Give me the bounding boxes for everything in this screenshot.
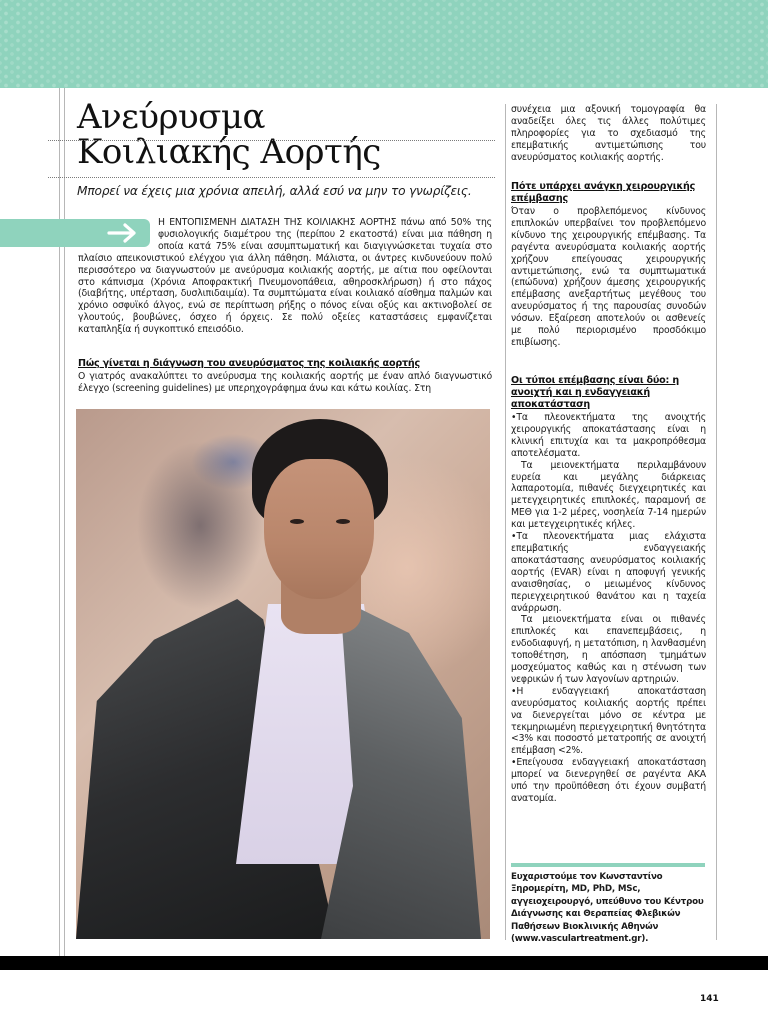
types-paragraph-2: Τα μειονεκτήματα περιλαμβάνουν ευρεία και μεγάλης διάρκειας λαπαροτομία, πιθανές διεγχειρητικές και μετεγχειρητικές επιπλοκές, παραμονή σε ΜΕΘ για 1-2 μέρες, νοσηλεία 7-14 ημερών και μετεγχειρητικές κήλες. (511, 459, 706, 531)
diagnosis-paragraph: Ο γιατρός ανακαλύπτει το ανεύρυσμα της κοιλιακής αορτής με έναν απλό διαγνωστικό έλεγχο (screening guidelines) με υπερηχογράφημα άνω και κάτω κοιλίας. Στη (78, 371, 492, 394)
page-number: 141 (700, 994, 719, 1004)
diagnosis-heading: Πώς γίνεται η διάγνωση του ανευρύσματος της κοιλιακής αορτής (78, 358, 421, 369)
surgery-types-heading: Οι τύποι επέμβασης είναι δύο: η ανοιχτή και η ενδαγγειακή αποκατάσταση (511, 375, 679, 410)
credit-accent-rule (511, 863, 705, 867)
article-title-line-2: Κοιλιακής Αορτής (77, 132, 381, 172)
article-title-line-1: Ανεύρυσμα (77, 97, 265, 137)
surgery-paragraph: Όταν ο προβλεπόμενος κίνδυνος επιπλοκών υπερβαίνει τον προβλεπόμενο κίνδυνο της χειρουργικής επέμβασης. Τα ραγέντα ανευρύσματα κοιλιακής αορτής χρήζουν επείγουσας χειρουργικής αντιμετώπισης, ενώ τα συμπτωματικά (επώδυνα) χρήζουν άμεσης χειρουργικής επέμβασης ανεξαρτήτως μεγέθους του ανευρύσματος ή της παρουσίας συνοδών νόσων. Εξαίρεση αποτελούν οι ασθενείς με πολύ περιορισμένο προσδόκιμο επιβίωσης. (511, 206, 706, 348)
types-paragraph-1: •Τα πλεονεκτήματα της ανοιχτής χειρουργικής αποκατάστασης είναι η κλινική επιτυχία και τα μακροπρόθεσμα αποτελέσματα. (511, 412, 706, 459)
types-paragraph-6: •Επείγουσα ενδαγγειακή αποκατάσταση μπορεί να διενεργηθεί σε ραγέντα ΑΚΑ υπό την προϋπόθεση ότι έχουν συμβατή ανατομία. (511, 757, 706, 804)
types-paragraph-4: Τα μειονεκτήματα είναι οι πιθανές επιπλοκές και επανεπεμβάσεις, η ενδοδιαφυγή, η μετατόπιση, η λανθασμένη τοποθέτηση, η απόσπαση τμημάτων μοσχεύματος καθώς και η στένωση των νεφρικών ή των λαγονίων αρτηριών. (511, 614, 706, 685)
intro-lead: Η ΕΝΤΟΠΙΣΜΕΝΗ ΔΙΑΤΑΣΗ ΤΗΣ ΚΟΙΛΙΑΚΗΣ ΑΟΡΤΗΣ (158, 217, 397, 228)
footer-band (0, 956, 768, 970)
right-column-continuation: συνέχεια μια αξονική τομογραφία θα αναδείξει όλες τις άλλες πολύτιμες πληροφορίες για το σχεδιασμό της επεμβατικής αντιμετώπισης του ανευρύσματος κοιλιακής αορτής. (511, 104, 706, 163)
decorative-header-band (0, 0, 768, 88)
surgery-types-list (511, 412, 706, 805)
title-dotted-rule-1 (48, 140, 495, 141)
article-subtitle: Μπορεί να έχεις μια χρόνια απειλή, αλλά εσύ να μην το γνωρίζεις. (77, 184, 472, 198)
title-dotted-rule-2 (48, 177, 495, 178)
doctor-portrait-photo (76, 409, 490, 939)
types-paragraph-3: •Τα πλεονεκτήματα μιας ελάχιστα επεμβατικής ενδαγγειακής αποκατάστασης ανευρύσματος κοιλιακής αορτής (EVAR) είναι η αποφυγή γενικής αναισθησίας, ο μειωμένος κίνδυνος περιεγχειρητικού θανάτου και η ταχεία ανάρρωση. (511, 531, 706, 614)
column-divider (505, 104, 506, 940)
intro-paragraph (78, 217, 492, 336)
intro-text: πάνω από 50% της φυσιολογικής διαμέτρου της (περίπου 2 εκατοστά) είναι μια πάθηση η οποία κατά 75% είναι ασυμπτωματική και διαγιγνώσκεται τυχαία στο πλαίσιο απεικονιστικού ελέγχου για άλλη πάθηση. Μάλιστα, οι άντρες κινδυνεύουν πολύ περισσότερο να διαγνωστούν με ανεύρυσμα κοιλιακής αορτής, με αίτια που οφείλονται στο κάπνισμα (Χρόνια Αποφρακτική Πνευμονοπάθεια, αθηροσκλήρωση) ή στο πάχος (διαβήτης, υπέρταση, δυσλιπιδαιμία). Τα συμπτώματα είναι κοιλιακό αίσθημα παλμών και χρόνιο οσφυϊκό άλγος, ενώ σε περίπτωση ρήξης ο πόνος είναι οξύς και ακτινοβολεί σε γλουτούς, βουβώνες, όσχεο ή όρχεις. Σε πολύ οξείες καταστάσεις εμφανίζεται καταπληξία ή συγκοπτικό επεισόδιο. (78, 217, 492, 336)
types-paragraph-5: •Η ενδαγγειακή αποκατάσταση ανευρύσματος κοιλιακής αορτής πρέπει να διενεργείται μόνο σε κέντρα με τεκμηριωμένη περιεγχειρητική θνητότητα <3% και ποσοστό μετατροπής σε ανοιχτή επέμβαση <2%. (511, 685, 706, 757)
acknowledgement-credit: Ευχαριστούμε τον Κωνσταντίνο Ξηρομερίτη, MD, PhD, MSc, αγγειοχειρουργό, υπεύθυνο του Κέντρου Διάγνωσης και Θεραπείας Φλεβικών Παθήσεων Βιοκλινικής Αθηνών (www.vasculartreatment.gr). (511, 872, 704, 945)
surgery-heading: Πότε υπάρχει ανάγκη χειρουργικής επέμβασης (511, 181, 696, 204)
right-margin-rule (716, 104, 717, 940)
article-title (77, 97, 497, 172)
